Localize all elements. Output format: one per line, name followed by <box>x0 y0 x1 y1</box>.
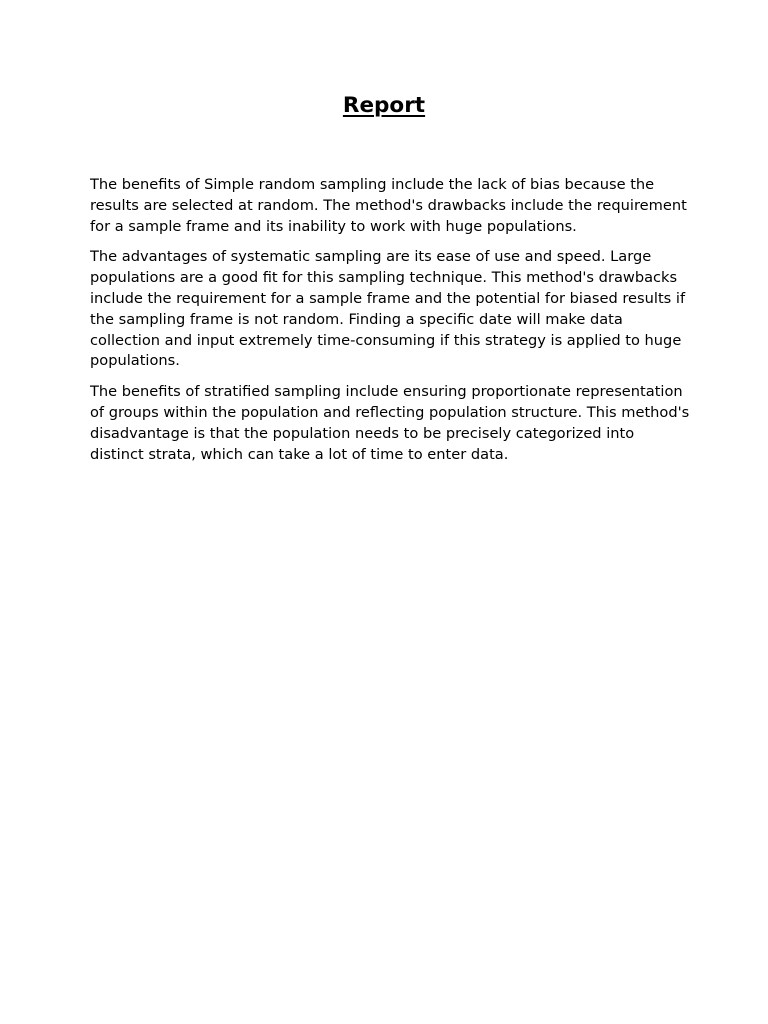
document-body <box>90 175 690 475</box>
paragraph-simple-random-sampling: The benefits of Simple random sampling include the lack of bias because the results are selected at random. The method's drawbacks include the requirement for a sample frame and its inability to work with huge populations. <box>90 176 687 235</box>
page-title: Report <box>342 93 426 118</box>
paragraph-systematic-sampling: The advantages of systematic sampling are its ease of use and speed. Large populations are a good fit for this sampling technique. This method's drawbacks include the requirement for a sample frame and the potential for biased results if the sampling frame is not random. Finding a specific date will make data collection and input extremely time-consuming if this strategy is applied to huge populations. <box>90 248 686 370</box>
paragraph-stratified-sampling: The benefits of stratified sampling include ensuring proportionate representation of groups within the population and reflecting population structure. This method's disadvantage is that the population needs to be precisely categorized into distinct strata, which can take a lot of time to enter data. <box>90 383 690 463</box>
